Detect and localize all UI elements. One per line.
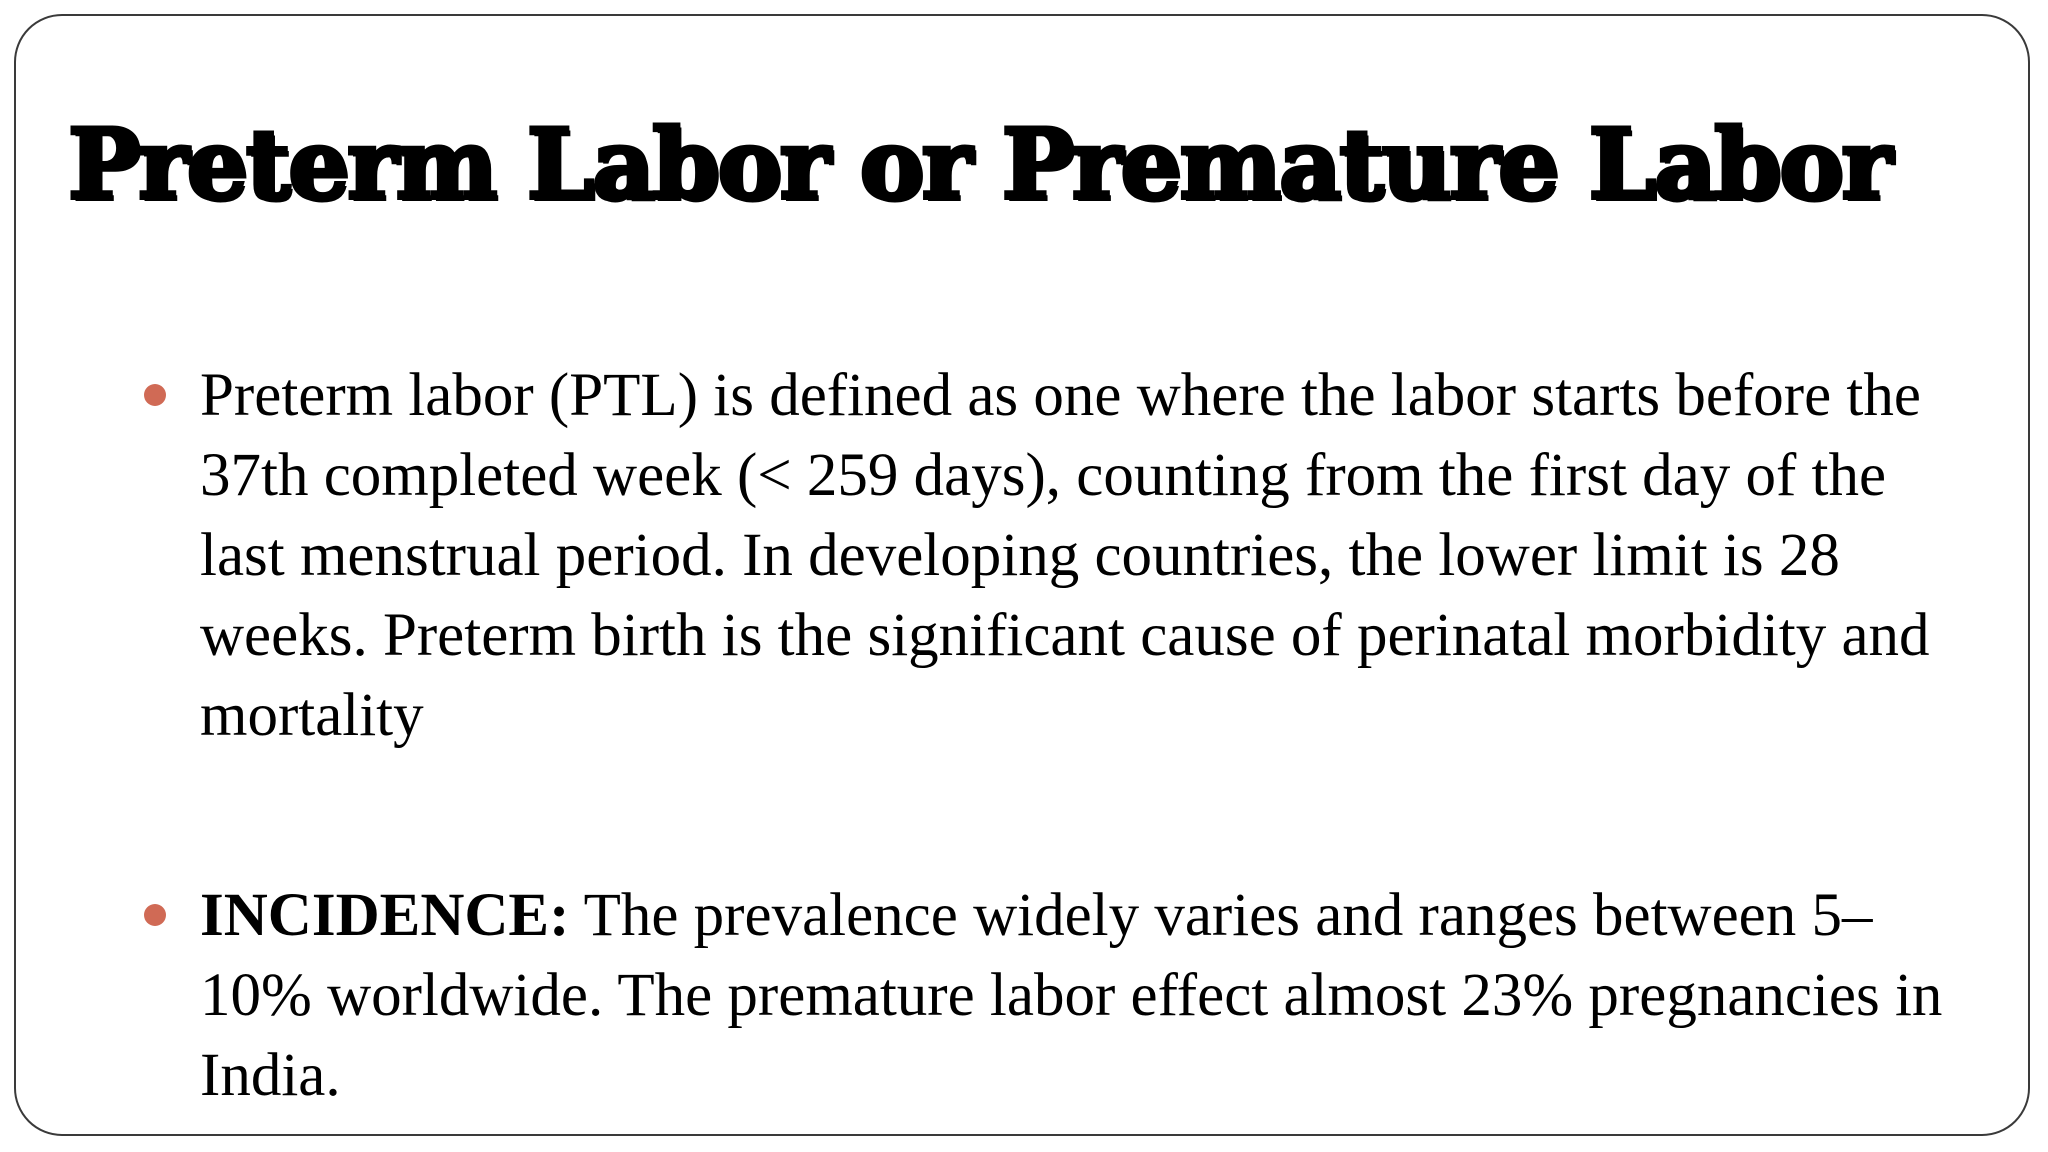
bullet-term: INCIDENCE: [200,882,570,949]
slide-frame [14,14,2030,1136]
bullet-list [136,356,1976,1116]
bullet-text: The prevalence widely varies and ranges between 5–10% worldwide. The premature labor effect almost 23% pregnancies in India. [200,882,1943,1109]
bullet-item-incidence [136,876,1976,1116]
bullet-item-preterm-labor-definition [136,356,1976,756]
bullet-dot-icon [144,384,166,406]
bullet-dot-icon [144,904,166,926]
slide-title: Preterm Labor or Premature Labor [68,108,1891,221]
bullet-text: Preterm labor (PTL) is defined as one where the labor starts before the 37th completed week (< 259 days), counting from the first day of the last menstrual period. In developing countries, the lower limit is 28 weeks. Preterm birth is the significant cause of perinatal morbidity and mortality [200,362,1930,749]
